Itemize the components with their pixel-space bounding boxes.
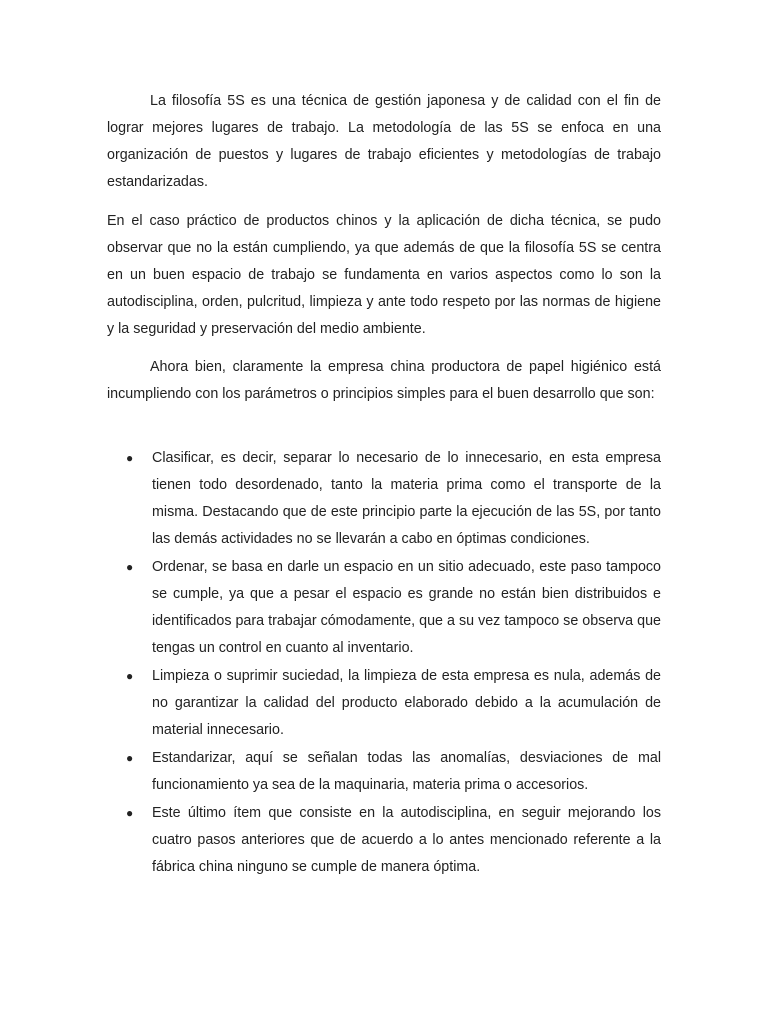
principles-list xyxy=(107,445,661,882)
paragraph-principles-intro: Ahora bien, claramente la empresa china productora de papel higiénico está incumpliendo con los parámetros o principios simples para el buen desarrollo que son: xyxy=(107,359,661,402)
list-item-text: Este último ítem que consiste en la autodisciplina, en seguir mejorando los cuatro pasos anteriores que de acuerdo a lo antes mencionado referente a la fábrica china ninguno se cumple de manera óptima. xyxy=(152,805,661,875)
list-item-text: Limpieza o suprimir suciedad, la limpieza de esta empresa es nula, además de no garantizar la calidad del producto elaborado debido a la acumulación de material innecesario. xyxy=(152,668,661,738)
bullet-icon: ● xyxy=(126,560,134,574)
list-item-text: Clasificar, es decir, separar lo necesario de lo innecesario, en esta empresa tienen todo desordenado, tanto la materia prima como el transporte de la misma. Destacando que de este principio parte la ejecución de las 5S, por tanto las demás actividades no se llevarán a cabo en óptimas condiciones. xyxy=(152,450,661,547)
bullet-icon: ● xyxy=(126,669,134,683)
bullet-icon: ● xyxy=(126,751,134,765)
list-item-text: Ordenar, se basa en darle un espacio en un sitio adecuado, este paso tampoco se cumple, ya que a pesar el espacio es grande no están bien distribuidos e identificados para trabajar cómodamente, que a su vez tampoco se observa que tengas un control en cuanto al inventario. xyxy=(152,559,661,656)
list-item-ordenar xyxy=(107,554,661,662)
bullet-icon: ● xyxy=(126,451,134,465)
list-item-autodisciplina xyxy=(107,800,661,881)
paragraph-case-study: En el caso práctico de productos chinos y la aplicación de dicha técnica, se pudo observar que no la están cumpliendo, ya que además de que la filosofía 5S se centra en un buen espacio de trabajo se fundamenta en varios aspectos como lo son la autodisciplina, orden, pulcritud, limpieza y ante todo respeto por las normas de higiene y la seguridad y preservación del medio ambiente. xyxy=(107,213,661,337)
list-item-estandarizar xyxy=(107,745,661,799)
list-item-text: Estandarizar, aquí se señalan todas las anomalías, desviaciones de mal funcionamiento ya sea de la maquinaria, materia prima o accesorios. xyxy=(152,750,661,793)
paragraph-intro: La filosofía 5S es una técnica de gestión japonesa y de calidad con el fin de lograr mejores lugares de trabajo. La metodología de las 5S se enfoca en una organización de puestos y lugares de trabajo eficientes y metodologías de trabajo estandarizadas. xyxy=(107,93,661,190)
list-item-limpieza xyxy=(107,663,661,744)
list-item-clasificar xyxy=(107,445,661,553)
bullet-icon: ● xyxy=(126,806,134,820)
